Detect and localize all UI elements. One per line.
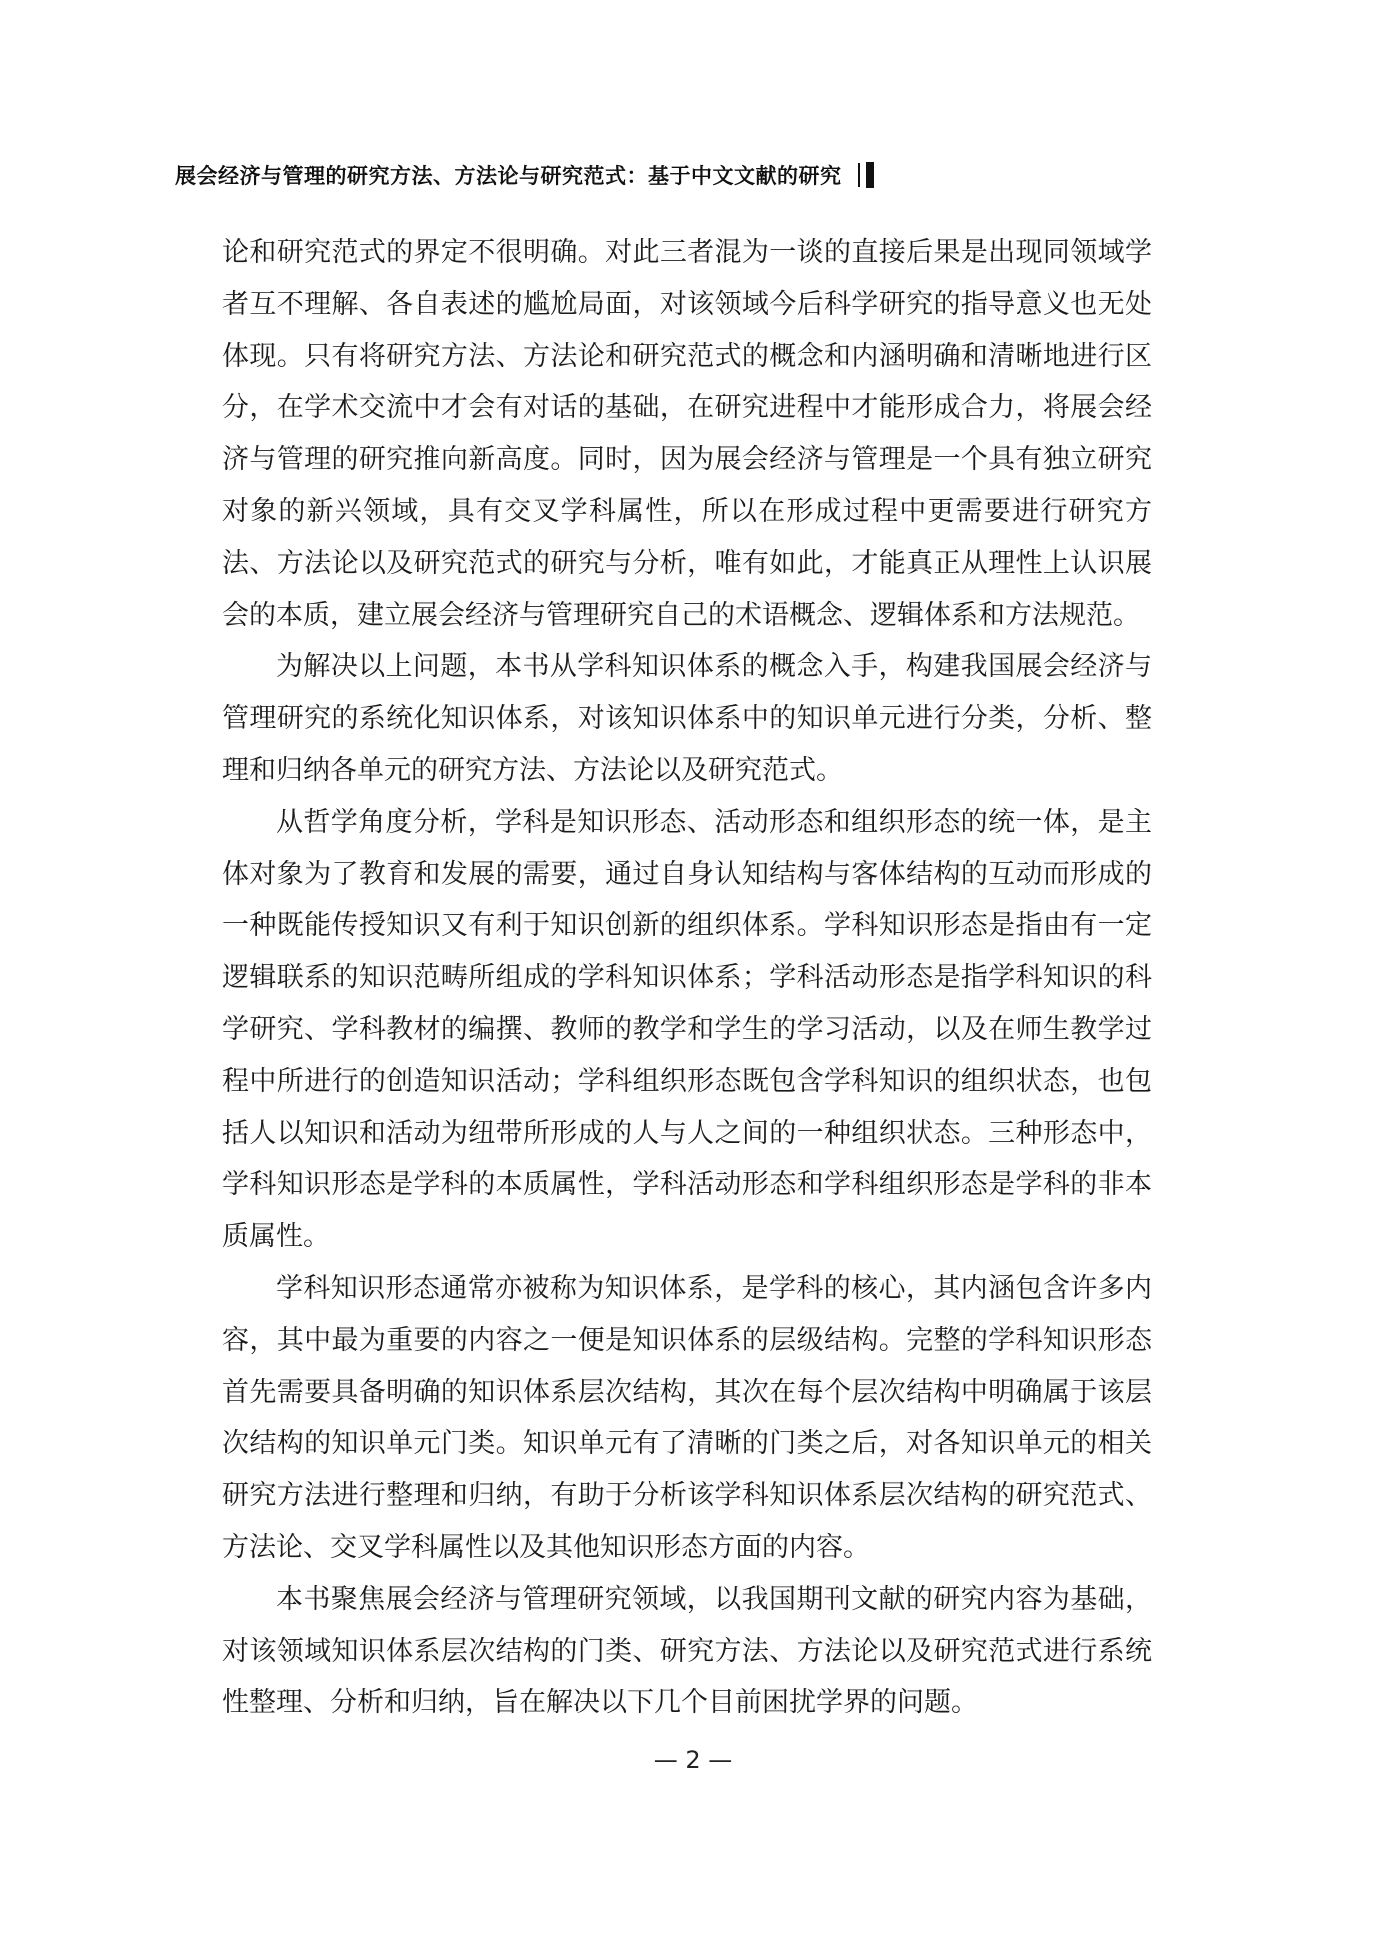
paragraph: 本书聚焦展会经济与管理研究领域，以我国期刊文献的研究内容为基础，对该领域知识体系层次结构的门类、研究方法、方法论以及研究范式进行系统性整理、分析和归纳，旨在解决以下几个目前困扰学界的问题。 bbox=[222, 1583, 1152, 1719]
paragraph-continued: 论和研究范式的界定不很明确。对此三者混为一谈的直接后果是出现同领域学者互不理解、各自表述的尴尬局面，对该领域今后科学研究的指导意义也无处体现。只有将研究方法、方法论和研究范式的概念和内涵明确和清晰地进行区分，在学术交流中才会有对话的基础，在研究进程中才能形成合力，将展会经济与管理的研究推向新高度。同时，因为展会经济与管理是一个具有独立研究对象的新兴领域，具有交叉学科属性，所以在形成过程中更需要进行研究方法、方法论以及研究范式的研究与分析，唯有如此，才能真正从理性上认识展会的本质，建立展会经济与管理研究自己的术语概念、逻辑体系和方法规范。 bbox=[222, 237, 1152, 631]
paragraph: 为解决以上问题，本书从学科知识体系的概念入手，构建我国展会经济与管理研究的系统化知识体系，对该知识体系中的知识单元进行分类，分析、整理和归纳各单元的研究方法、方法论以及研究范式。 bbox=[222, 651, 1152, 786]
header-divider-line bbox=[858, 163, 860, 187]
paragraph: 从哲学角度分析，学科是知识形态、活动形态和组织形态的统一体，是主体对象为了教育和发展的需要，通过自身认知结构与客体结构的互动而形成的一种既能传授知识又有利于知识创新的组织体系。学科知识形态是指由有一定逻辑联系的知识范畴所组成的学科知识体系；学科活动形态是指学科知识的科学研究、学科教材的编撰、教师的教学和学生的学习活动，以及在师生教学过程中所进行的创造知识活动；学科组织形态既包含学科知识的组织状态，也包括人以知识和活动为纽带所形成的人与人之间的一种组织状态。三种形态中，学科知识形态是学科的本质属性，学科活动形态和学科组织形态是学科的非本质属性。 bbox=[222, 806, 1152, 1253]
running-header-title: 展会经济与管理的研究方法、方法论与研究范式：基于中文文献的研究 bbox=[175, 164, 842, 188]
page-number: — 2 — bbox=[653, 1746, 733, 1774]
paragraph: 学科知识形态通常亦被称为知识体系，是学科的核心，其内涵包含许多内容，其中最为重要的内容之一便是知识体系的层级结构。完整的学科知识形态首先需要具备明确的知识体系层次结构，其次在每个层次结构中明确属于该层次结构的知识单元门类。知识单元有了清晰的门类之后，对各知识单元的相关研究方法进行整理和归纳，有助于分析该学科知识体系层次结构的研究范式、方法论、交叉学科属性以及其他知识形态方面的内容。 bbox=[222, 1272, 1152, 1563]
running-header bbox=[175, 160, 874, 190]
body-text bbox=[222, 227, 1152, 1729]
header-marker-bar bbox=[866, 162, 874, 188]
